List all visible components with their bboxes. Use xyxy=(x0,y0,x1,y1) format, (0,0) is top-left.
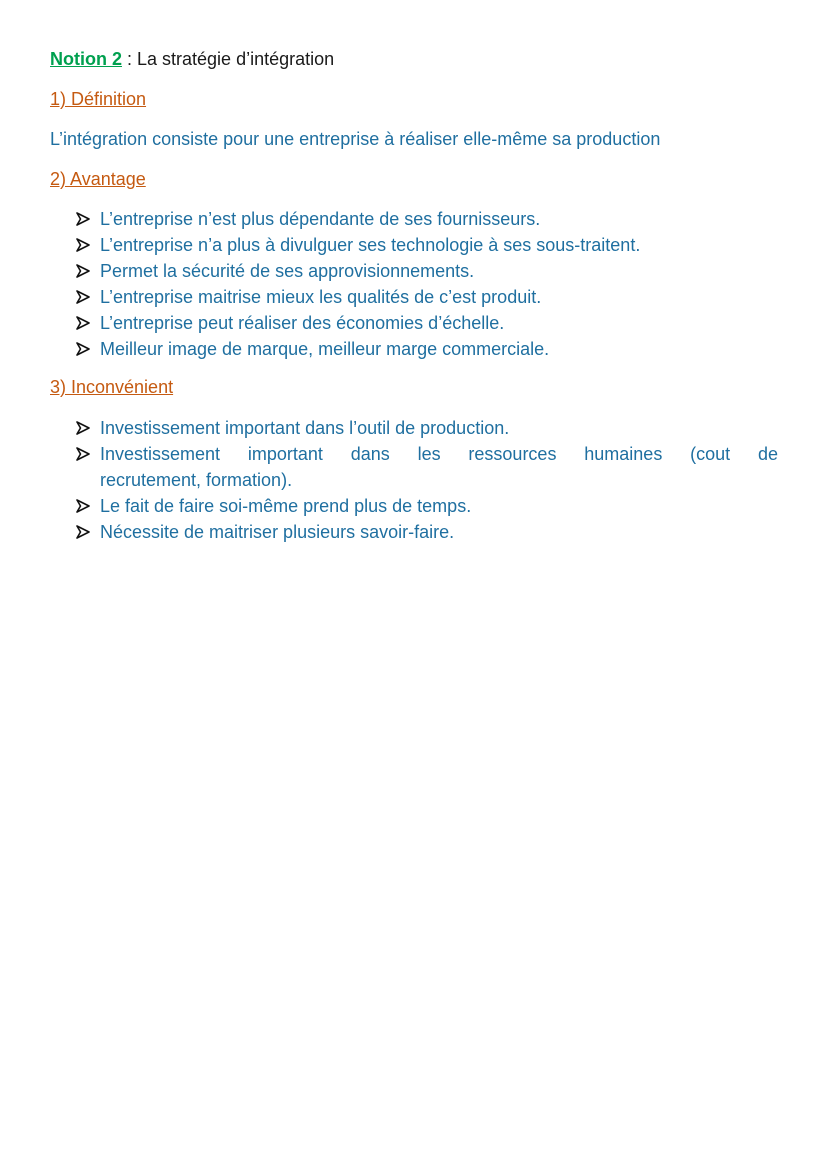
list-item-text: Nécessite de maitriser plusieurs savoir-faire. xyxy=(100,522,455,542)
list-item xyxy=(76,310,778,336)
list-item-text: Investissement important dans l’outil de production. xyxy=(100,418,510,438)
list-item-text: Permet la sécurité de ses approvisionnements. xyxy=(100,261,475,281)
list-item xyxy=(76,336,778,362)
list-item xyxy=(76,519,778,545)
list-item xyxy=(76,258,778,284)
heading-avantage: 2) Avantage xyxy=(50,169,146,189)
arrowhead-bullet-icon xyxy=(76,310,96,336)
list-item xyxy=(76,284,778,310)
heading-inconvenient: 3) Inconvénient xyxy=(50,377,174,397)
arrowhead-bullet-icon xyxy=(76,493,96,519)
list-item xyxy=(76,493,778,519)
arrowhead-bullet-icon xyxy=(76,232,96,258)
arrowhead-bullet-icon xyxy=(76,415,96,441)
definition-text: L’intégration consiste pour une entreprise à réaliser elle-même sa production xyxy=(50,129,661,149)
title-text: : La stratégie d’intégration xyxy=(122,49,335,69)
list-item xyxy=(76,206,778,232)
arrowhead-bullet-icon xyxy=(76,284,96,310)
list-item-text: L’entreprise n’est plus dépendante de ses fournisseurs. xyxy=(100,209,541,229)
list-item xyxy=(76,232,778,258)
list-item-text: L’entreprise peut réaliser des économies d’échelle. xyxy=(100,313,505,333)
list-item-text-continued: recrutement, formation). xyxy=(100,470,293,490)
inconvenient-list xyxy=(76,415,778,545)
list-item xyxy=(76,441,778,493)
arrowhead-bullet-icon xyxy=(76,336,96,362)
list-item-text: Le fait de faire soi-même prend plus de temps. xyxy=(100,496,472,516)
arrowhead-bullet-icon xyxy=(76,206,96,232)
list-item-text: Meilleur image de marque, meilleur marge commerciale. xyxy=(100,339,550,359)
list-item-text: L’entreprise n’a plus à divulguer ses technologie à ses sous-traitent. xyxy=(100,235,641,255)
avantage-list xyxy=(76,206,778,362)
list-item-text: Investissement important dans les ressources humaines (cout de xyxy=(100,444,778,464)
notion-label: Notion 2 xyxy=(50,49,122,69)
page-title xyxy=(50,49,334,70)
list-item-text: L’entreprise maitrise mieux les qualités de c’est produit. xyxy=(100,287,542,307)
arrowhead-bullet-icon xyxy=(76,519,96,545)
arrowhead-bullet-icon xyxy=(76,441,96,467)
heading-definition: 1) Définition xyxy=(50,89,147,109)
arrowhead-bullet-icon xyxy=(76,258,96,284)
list-item xyxy=(76,415,778,441)
